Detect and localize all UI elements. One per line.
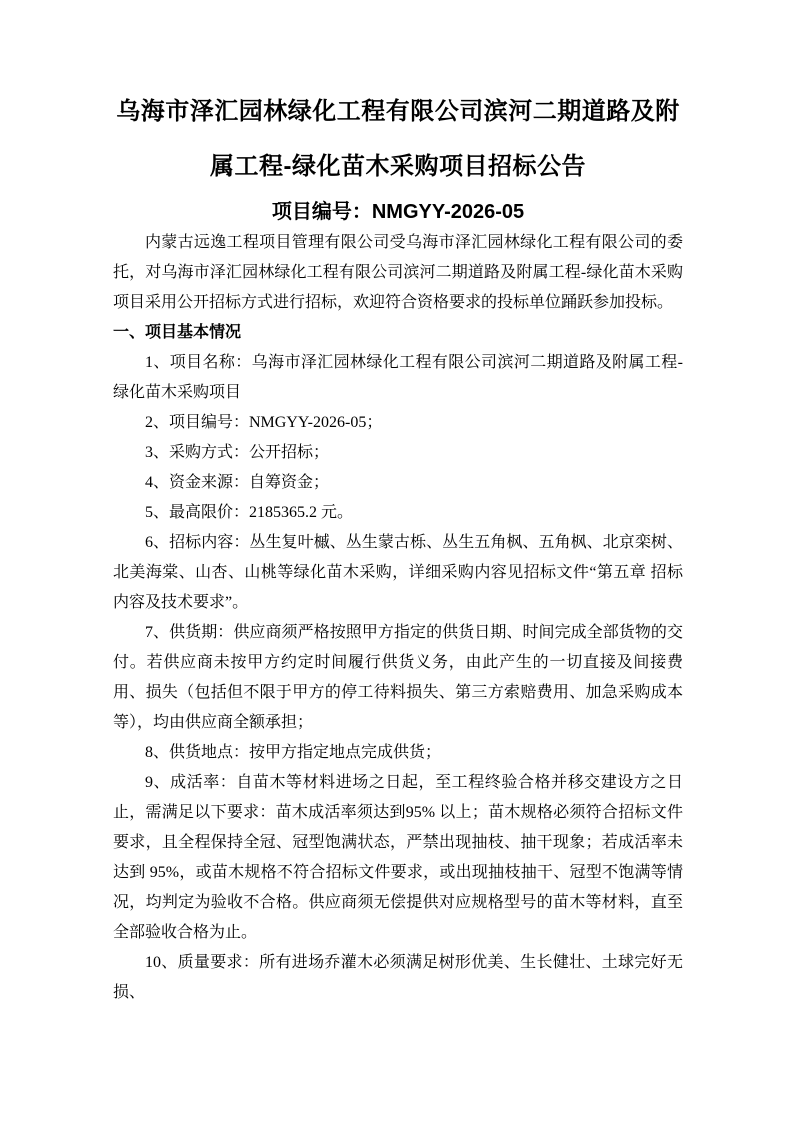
doc-title: 乌海市泽汇园林绿化工程有限公司滨河二期道路及附属工程-绿化苗木采购项目招标公告 <box>116 98 680 180</box>
list-item-delivery-period: 7、供货期：供应商须严格按照甲方指定的供货日期、时间完成全部货物的交付。若供应商未按甲方约定时间履行供货义务，由此产生的一切直接及间接费用、损失（包括但不限于甲方的停工待料损失、第三方索赔费用、加急采购成本等），均由供应商全额承担； <box>113 624 683 731</box>
list-item-quality-requirements: 10、质量要求：所有进场乔灌木必须满足树形优美、生长健壮、土球完好无损、 <box>113 954 683 1001</box>
list-item-delivery-place: 8、供货地点：按甲方指定地点完成供货； <box>145 744 442 761</box>
list-item-tender-content: 6、招标内容：丛生复叶槭、丛生蒙古栎、丛生五角枫、五角枫、北京栾树、北美海棠、山杏、山桃等绿化苗木采购，详细采购内容见招标文件“第五章 招标内容及技术要求”。 <box>113 534 683 611</box>
list-item-funding-source: 4、资金来源：自筹资金； <box>145 474 330 491</box>
list-item-survival-rate: 9、成活率：自苗木等材料进场之日起，至工程终验合格并移交建设方之日止，需满足以下要求：苗木成活率须达到95% 以上；苗木规格必须符合招标文件要求，且全程保持全冠、冠型饱满状态，严禁出现抽枝、抽干现象；若成活率未达到 95%，或苗木规格不符合招标文件要求，或出现抽枝抽干、冠型不饱满等情况，均判定为验收不合格。供应商须无偿提供对应规格型号的苗木等材料，直至全部验收合格为止。 <box>113 774 683 941</box>
section-heading-basic-info: 一、项目基本情况 <box>113 324 242 341</box>
list-item-project-name: 1、项目名称：乌海市泽汇园林绿化工程有限公司滨河二期道路及附属工程-绿化苗木采购项目 <box>113 354 683 401</box>
project-number-heading: 项目编号：NMGYY-2026-05 <box>271 201 525 223</box>
intro-paragraph: 内蒙古远逸工程项目管理有限公司受乌海市泽汇园林绿化工程有限公司的委托，对乌海市泽汇园林绿化工程有限公司滨河二期道路及附属工程-绿化苗木采购项目采用公开招标方式进行招标，欢迎符合资格要求的投标单位踊跃参加投标。 <box>113 234 683 311</box>
list-item-procurement-method: 3、采购方式：公开招标； <box>145 444 330 461</box>
doc-body <box>113 228 683 1008</box>
list-item-price-ceiling: 5、最高限价：2185365.2 元。 <box>145 504 354 521</box>
list-item-project-number: 2、项目编号：NMGYY-2026-05； <box>145 414 383 431</box>
